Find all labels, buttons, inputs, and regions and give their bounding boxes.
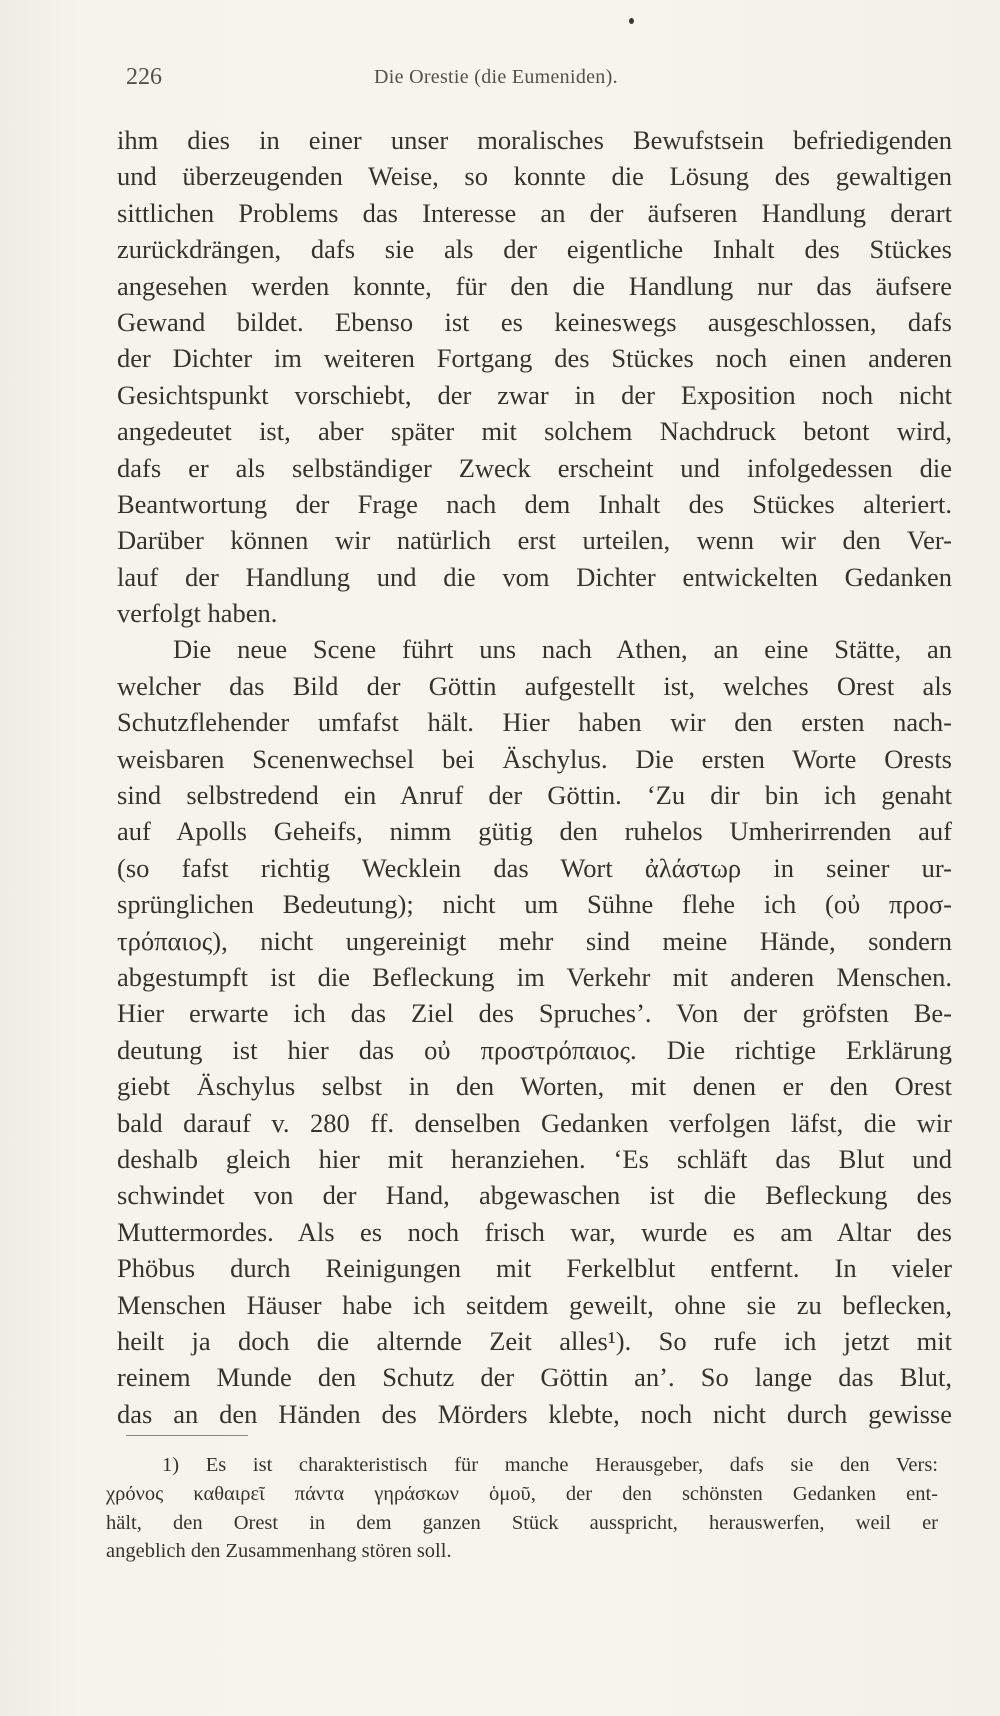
body-line: das an den Händen des Mörders klebte, noch nicht durch gewisse	[117, 1398, 952, 1429]
body-line: Darüber können wir natürlich erst urteilen, wenn wir den Ver-	[117, 525, 952, 556]
body-line: τρόπαιος), nicht ungereinigt mehr sind meine Hände, sondern	[117, 925, 952, 956]
body-line: Phöbus durch Reinigungen mit Ferkelblut entfernt. In vieler	[117, 1253, 952, 1284]
body-line: heilt ja doch die alternde Zeit alles¹). So rufe ich jetzt mit	[117, 1325, 952, 1356]
body-line: und überzeugenden Weise, so konnte die Lösung des gewaltigen	[117, 161, 952, 192]
footnote-line: angeblich den Zusammenhang stören soll.	[106, 1540, 452, 1563]
body-line: angesehen werden konnte, für den die Handlung nur das äufsere	[117, 270, 952, 301]
body-line: deutung ist hier das οὐ προστρόπαιος. Die richtige Erklärung	[117, 1034, 952, 1065]
body-line: weisbaren Scenenwechsel bei Äschylus. Die ersten Worte Orests	[117, 743, 952, 774]
body-line: lauf der Handlung und die vom Dichter entwickelten Gedanken	[117, 561, 952, 592]
body-line: sittlichen Problems das Interesse an der äufseren Handlung derart	[117, 197, 952, 228]
body-line: Muttermordes. Als es noch frisch war, wurde es am Altar des	[117, 1216, 952, 1247]
body-line: zurückdrängen, dafs sie als der eigentliche Inhalt des Stückes	[117, 234, 952, 265]
body-line: auf Apolls Geheifs, nimm gütig den ruhelos Umherirrenden auf	[117, 816, 952, 847]
footnote-divider	[126, 1435, 248, 1436]
body-line: (so fafst richtig Wecklein das Wort ἀλάστωρ in seiner ur-	[117, 852, 952, 883]
body-line: deshalb gleich hier mit heranziehen. ‘Es schläft das Blut und	[117, 1143, 952, 1174]
body-line: Hier erwarte ich das Ziel des Spruches’. Von der gröfsten Be-	[117, 998, 952, 1029]
body-line: angedeutet ist, aber später mit solchem Nachdruck betont wird,	[117, 416, 952, 447]
body-line: abgestumpft ist die Befleckung im Verkehr mit anderen Menschen.	[117, 961, 952, 992]
body-line: sprünglichen Bedeutung); nicht um Sühne flehe ich (οὐ προσ-	[117, 889, 952, 920]
body-line: Schutzflehender umfafst hält. Hier haben wir den ersten nach-	[117, 707, 952, 738]
body-line: der Dichter im weiteren Fortgang des Stückes noch einen anderen	[117, 343, 952, 374]
paragraph-first-line: Die neue Scene führt uns nach Athen, an eine Stätte, an	[173, 634, 952, 665]
body-line: Menschen Häuser habe ich seitdem geweilt, ohne sie zu beflecken,	[117, 1289, 952, 1320]
footnote-line: hält, den Orest in dem ganzen Stück ausspricht, herauswerfen, weil er	[106, 1511, 938, 1534]
body-line: schwindet von der Hand, abgewaschen ist die Befleckung des	[117, 1180, 952, 1211]
body-line: reinem Munde den Schutz der Göttin an’. So lange das Blut,	[117, 1362, 952, 1393]
body-line: Beantwortung der Frage nach dem Inhalt des Stückes alteriert.	[117, 488, 952, 519]
body-line: dafs er als selbständiger Zweck erscheint und infolgedessen die	[117, 452, 952, 483]
ink-speck	[629, 18, 634, 24]
footnote-line: χρόνος καθαιρεῖ πάντα γηράσκων ὁμοῦ, der den schönsten Gedanken ent-	[106, 1482, 938, 1505]
page-number: 226	[126, 64, 162, 90]
running-title: Die Orestie (die Eumeniden).	[374, 66, 618, 88]
page-header	[126, 64, 696, 94]
body-line: giebt Äschylus selbst in den Worten, mit denen er den Orest	[117, 1071, 952, 1102]
footnote-line: 1) Es ist charakteristisch für manche Herausgeber, dafs sie den Vers:	[162, 1454, 938, 1476]
body-line: Gesichtspunkt vorschiebt, der zwar in der Exposition noch nicht	[117, 379, 952, 410]
body-line: sind selbstredend ein Anruf der Göttin. ‘Zu dir bin ich genaht	[117, 780, 952, 811]
body-text	[117, 122, 952, 1432]
body-line: Gewand bildet. Ebenso ist es keineswegs ausgeschlossen, dafs	[117, 306, 952, 337]
footnotes	[106, 1451, 938, 1566]
body-line: ihm dies in einer unser moralisches Bewufstsein befriedigenden	[117, 125, 952, 155]
body-line: bald darauf v. 280 ff. denselben Gedanken verfolgen läfst, die wir	[117, 1107, 952, 1138]
body-line: welcher das Bild der Göttin aufgestellt ist, welches Orest als	[117, 670, 952, 701]
body-line: verfolgt haben.	[117, 598, 278, 629]
